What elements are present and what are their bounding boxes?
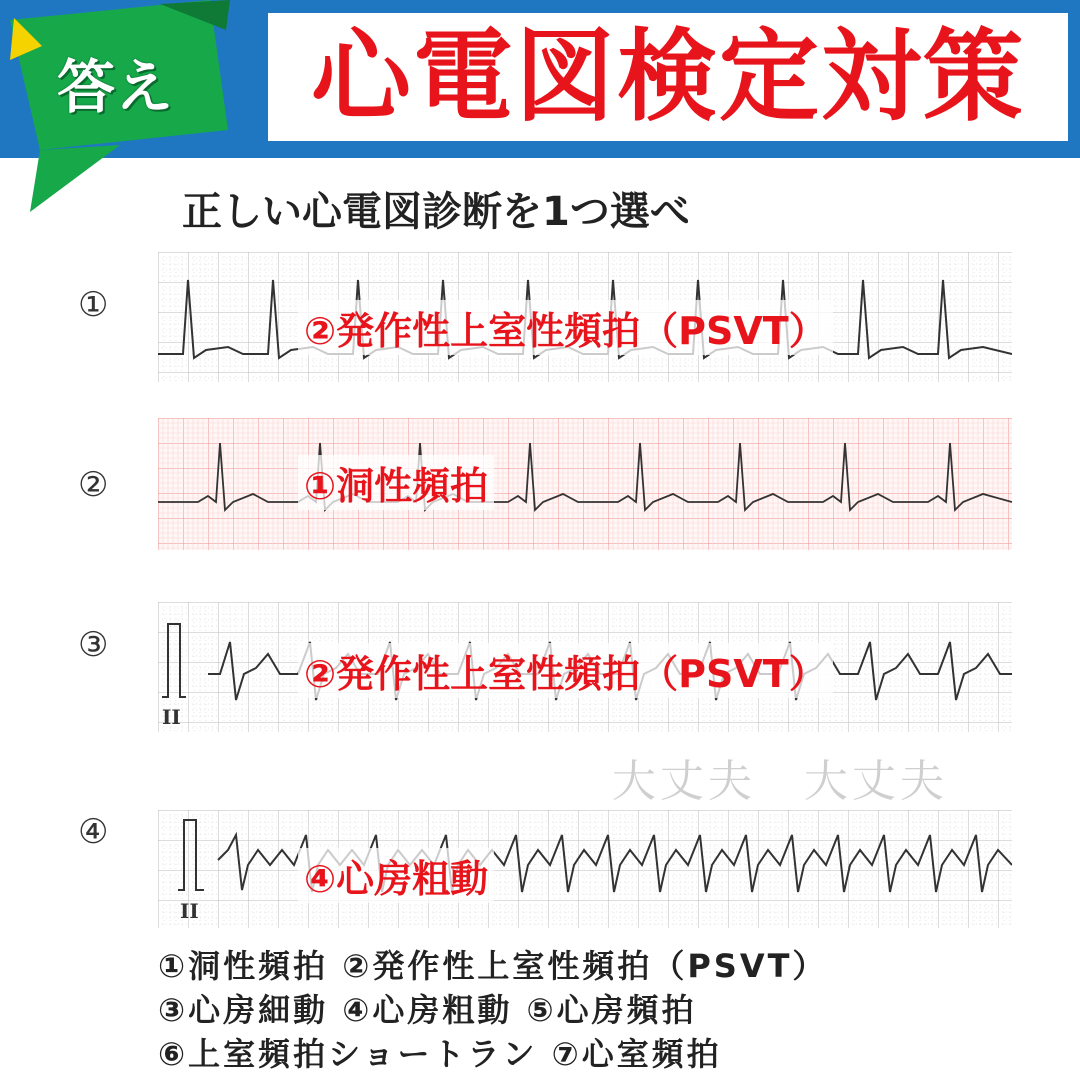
answer-label-2: ①洞性頻拍 — [298, 455, 494, 510]
answer-label-3: ②発作性上室性頻拍（PSVT） — [298, 643, 833, 698]
choice-line-3: ⑥上室頻拍ショートラン ⑦心室頻拍 — [158, 1035, 722, 1073]
item-number-1: ① — [78, 285, 109, 325]
ecg-strip-2 — [158, 418, 1012, 550]
lead-label-4: II — [180, 899, 199, 923]
watermark-text: 大丈夫 大丈夫 — [612, 756, 948, 807]
question-text: 正しい心電図診断を1つ選べ — [182, 189, 690, 235]
item-number-3: ③ — [78, 625, 109, 665]
lead-label-3: II — [162, 705, 181, 729]
page-title: 心電図検定対策 — [311, 18, 1025, 135]
answer-label-1: ②発作性上室性頻拍（PSVT） — [298, 300, 833, 355]
ecg-strip-4 — [158, 810, 1012, 928]
answer-badge: 答え — [56, 53, 173, 121]
choice-line-2: ③心房細動 ④心房粗動 ⑤心房頻拍 — [158, 991, 697, 1029]
choice-line-1: ①洞性頻拍 ②発作性上室性頻拍（PSVT） — [158, 947, 828, 985]
item-number-2: ② — [78, 465, 109, 505]
answer-label-4: ④心房粗動 — [298, 848, 494, 903]
choice-list — [158, 944, 827, 1076]
item-number-4: ④ — [78, 812, 109, 852]
